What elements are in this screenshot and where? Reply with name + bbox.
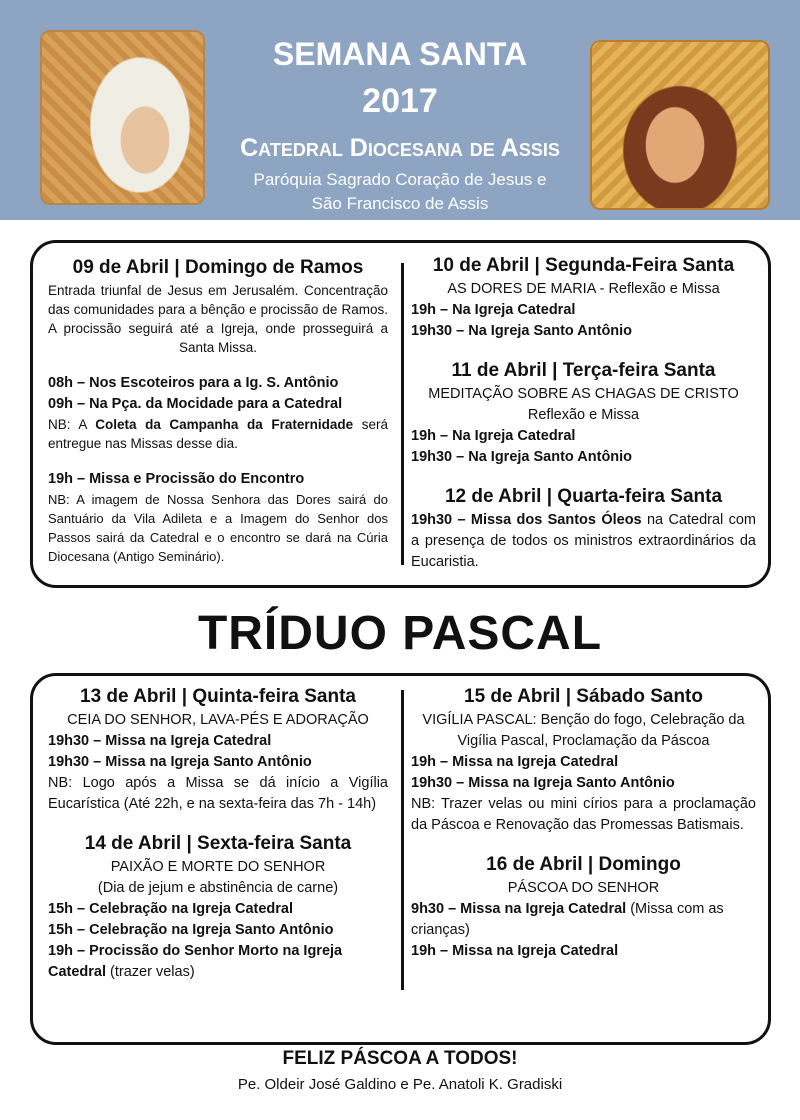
holy-week-box (30, 240, 771, 588)
section-subtitle: VIGÍLIA PASCAL: Benção do fogo, Celebração da Vigília Pascal, Proclamação da Páscoa (422, 712, 745, 749)
schedule-line: 19h – Na Igreja Catedral (411, 302, 576, 318)
note-text: NB: Trazer velas ou mini círios para a proclamação da Páscoa e Renovação das Promessas Batismais. (411, 796, 756, 833)
schedule-line: 19h30 – Missa na Igreja Santo Antônio (411, 775, 675, 791)
column-divider (401, 690, 404, 990)
header-banner (0, 0, 800, 220)
text-bold: 9h30 – Missa na Igreja Catedral (411, 901, 627, 917)
schedule-line: 19h – Missa e Procissão do Encontro (48, 471, 305, 487)
section-subtitle-2: Reflexão e Missa (527, 407, 640, 423)
section-heading: 15 de Abril | Sábado Santo (464, 686, 703, 707)
text-bold: 19h30 – Missa dos Santos Óleos (411, 512, 642, 528)
note-suffix: será entregue nas Missas desse dia. (48, 417, 389, 451)
schedule-line: 19h – Missa na Igreja Catedral (411, 754, 619, 770)
easter-greeting: FELIZ PÁSCOA A TODOS! (282, 1048, 518, 1069)
page-title: SEMANA SANTA (272, 36, 528, 72)
jesus-mosaic-image (590, 40, 770, 210)
column-divider (401, 263, 404, 565)
parish-line-2: São Francisco de Assis (311, 194, 489, 213)
text-rest: (trazer velas) (106, 964, 195, 980)
mary-mosaic-image (40, 30, 205, 205)
signature: Pe. Oldeir José Galdino e Pe. Anatoli K. Gradiski (237, 1076, 563, 1093)
section-intro: Entrada triunfal de Jesus em Jerusalém. Concentração das comunidades para a bênção e procissão de Ramos. A procissão seguirá até a Igreja, onde prosseguirá a Santa Missa. (48, 283, 388, 355)
section-subtitle: AS DORES DE MARIA - Reflexão e Missa (447, 281, 720, 297)
section-subtitle-2: (Dia de jejum e abstinência de carne) (97, 880, 339, 896)
section-subtitle: PAIXÃO E MORTE DO SENHOR (110, 859, 326, 875)
text-bold: 19h – Procissão do Senhor Morto na Igreja Catedral (48, 943, 343, 980)
palm-sunday-section (48, 255, 388, 566)
schedule-line (411, 899, 756, 941)
schedule-line: 09h – Na Pça. da Mocidade para a Catedral (48, 396, 343, 412)
schedule-line (48, 941, 388, 983)
thursday-section (48, 684, 388, 983)
note-text: NB: Logo após a Missa se dá início a Vigília Eucarística (Até 22h, e na sexta-feira das 7h - 14h) (48, 775, 388, 812)
section-heading: 10 de Abril | Segunda-Feira Santa (432, 255, 735, 276)
section-subtitle: CEIA DO SENHOR, LAVA-PÉS E ADORAÇÃO (67, 712, 369, 728)
triduo-title: TRÍDUO PASCAL (197, 607, 603, 660)
saturday-section (411, 684, 756, 962)
parish-name (210, 168, 590, 216)
text-rest: (Missa com as crianças) (411, 901, 724, 938)
note-prefix: NB: A (48, 417, 96, 432)
triduo-box (30, 673, 771, 1045)
schedule-line: 19h30 – Na Igreja Santo Antônio (411, 449, 633, 465)
note-bold: Coleta da Campanha da Fraternidade (95, 417, 354, 432)
text-rest: na Catedral com a presença de todos os ministros extraordinários da Eucaristia. (411, 512, 756, 570)
section-heading: 11 de Abril | Terça-feira Santa (451, 360, 716, 381)
section-heading: 14 de Abril | Sexta-feira Santa (84, 833, 352, 854)
section-heading: 12 de Abril | Quarta-feira Santa (444, 486, 723, 507)
schedule-line: 19h30 – Missa na Igreja Catedral (48, 733, 272, 749)
schedule-line: 15h – Celebração na Igreja Santo Antônio (48, 922, 334, 938)
section-text (411, 510, 756, 573)
section-heading: 16 de Abril | Domingo (486, 854, 681, 875)
page-year: 2017 (362, 82, 438, 120)
schedule-line: 15h – Celebração na Igreja Catedral (48, 901, 293, 917)
section-subtitle: PÁSCOA DO SENHOR (507, 880, 660, 896)
section-subtitle: MEDITAÇÃO SOBRE AS CHAGAS DE CRISTO (428, 386, 739, 402)
cathedral-name: Catedral Diocesana de Assis (240, 134, 560, 162)
section-heading: 09 de Abril | Domingo de Ramos (72, 257, 364, 278)
schedule-line: 19h – Na Igreja Catedral (411, 428, 576, 444)
schedule-line: 19h30 – Missa na Igreja Santo Antônio (48, 754, 312, 770)
monday-section (411, 253, 756, 573)
schedule-line: 19h – Missa na Igreja Catedral (411, 943, 619, 959)
note-text: NB: A imagem de Nossa Senhora das Dores sairá do Santuário da Vila Adileta e a Imagem do Senhor dos Passos sairá da Catedral e o encontro se dará na Cúria Diocesana (Antigo Seminário). (48, 492, 388, 564)
note-text (48, 415, 388, 453)
parish-line-1: Paróquia Sagrado Coração de Jesus e (253, 170, 547, 189)
schedule-line: 19h30 – Na Igreja Santo Antônio (411, 323, 633, 339)
section-heading: 13 de Abril | Quinta-feira Santa (80, 686, 356, 707)
schedule-line: 08h – Nos Escoteiros para a Ig. S. Antônio (48, 375, 339, 391)
